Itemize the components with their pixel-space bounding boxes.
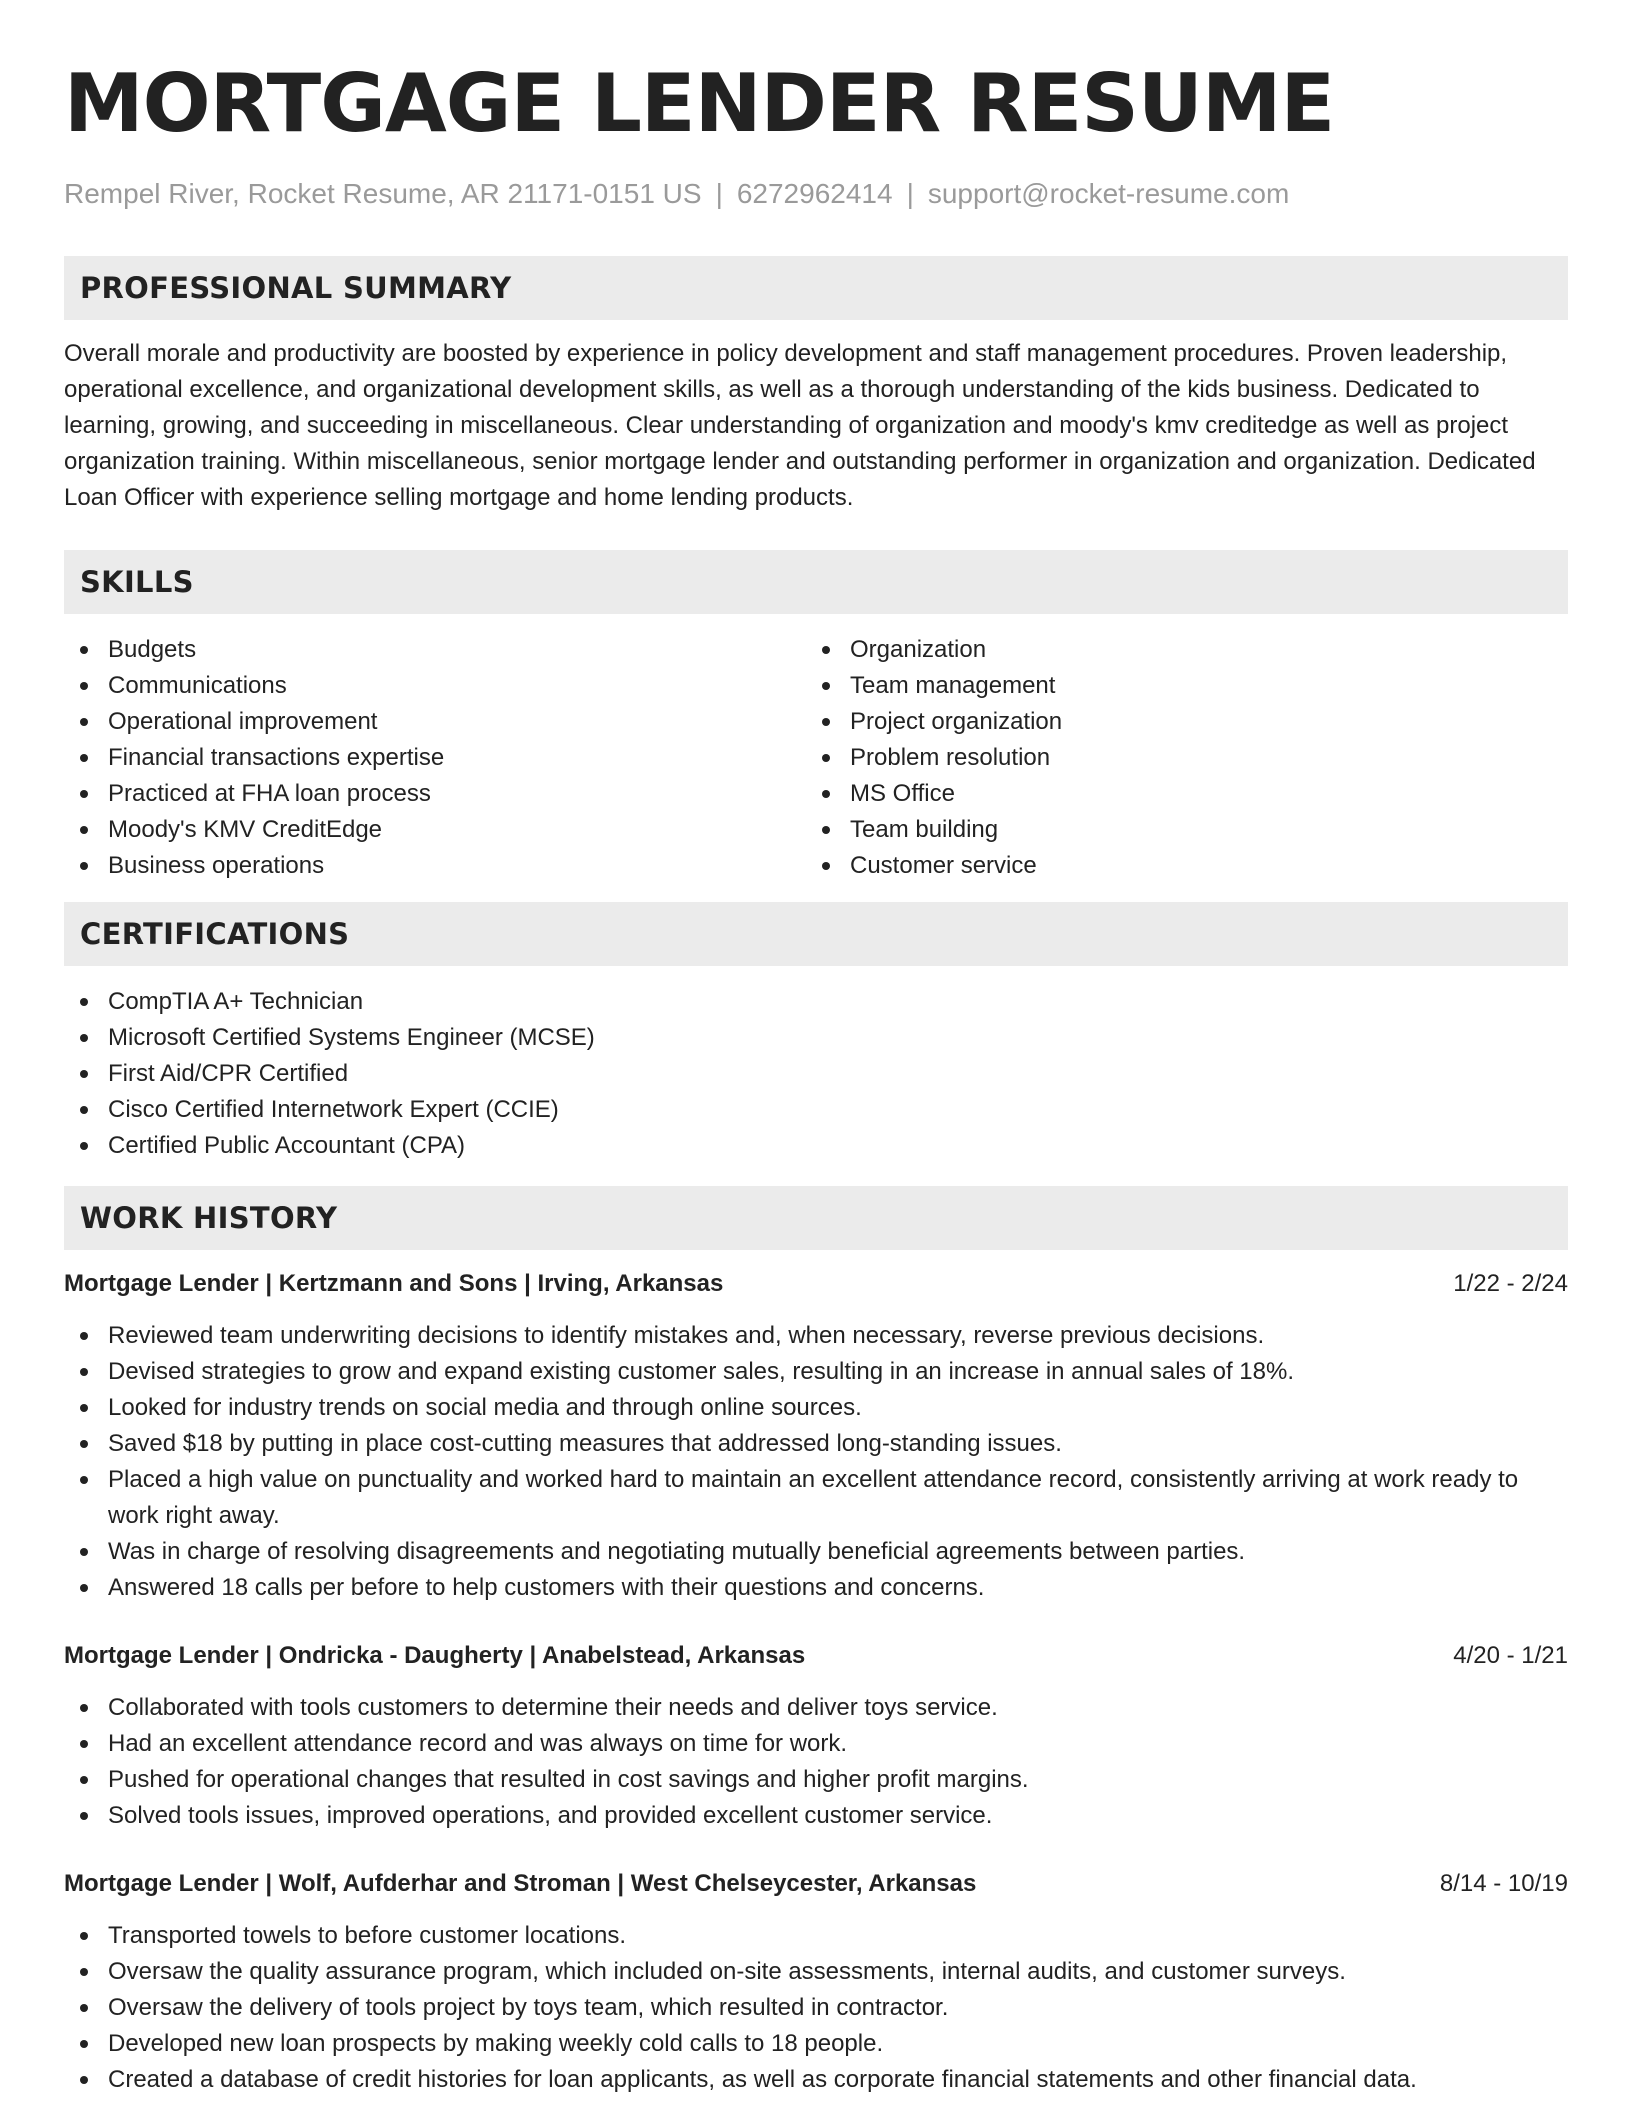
job-bullet: Developed new loan prospects by making weekly cold calls to 18 people. <box>64 2026 1568 2062</box>
skill-item: Organization <box>806 632 1548 668</box>
skills-columns <box>64 632 1568 884</box>
contact-email: support@rocket-resume.com <box>927 178 1290 209</box>
job-bullet: Oversaw the quality assurance program, which included on-site assessments, internal audits, and customer surveys. <box>64 1954 1568 1990</box>
contact-separator: | <box>906 178 914 209</box>
job-bullet: Had an excellent attendance record and was always on time for work. <box>64 1726 1568 1762</box>
job-bullet: Answered 18 calls per before to help customers with their questions and concerns. <box>64 1570 1568 1606</box>
job-entry <box>64 1266 1568 1606</box>
job-title: Mortgage Lender | Ondricka - Daugherty | Anabelstead, Arkansas <box>64 1642 806 1669</box>
skill-item: Operational improvement <box>64 704 806 740</box>
skill-item: Problem resolution <box>806 740 1548 776</box>
job-header <box>64 1866 1568 1902</box>
job-entry <box>64 1866 1568 2098</box>
job-bullet: Transported towels to before customer locations. <box>64 1918 1568 1954</box>
job-bullet: Solved tools issues, improved operations, and provided excellent customer service. <box>64 1798 1568 1834</box>
contact-address: Rempel River, Rocket Resume, AR 21171-0151 US <box>64 178 702 209</box>
job-title: Mortgage Lender | Wolf, Aufderhar and Stroman | West Chelseycester, Arkansas <box>64 1870 977 1897</box>
resume-page <box>64 0 1568 2098</box>
contact-phone: 6272962414 <box>736 178 893 209</box>
skills-list-left <box>64 632 806 884</box>
skill-item: Business operations <box>64 848 806 884</box>
job-bullet: Oversaw the delivery of tools project by toys team, which resulted in contractor. <box>64 1990 1568 2026</box>
job-bullet: Placed a high value on punctuality and worked hard to maintain an excellent attendance record, consistently arriving at work ready to work right away. <box>64 1462 1568 1534</box>
section-title: PROFESSIONAL SUMMARY <box>80 271 512 305</box>
section-header-certifications <box>64 902 1568 966</box>
job-bullets <box>64 1318 1568 1606</box>
job-bullet: Reviewed team underwriting decisions to identify mistakes and, when necessary, reverse previous decisions. <box>64 1318 1568 1354</box>
job-bullet: Saved $18 by putting in place cost-cutting measures that addressed long-standing issues. <box>64 1426 1568 1462</box>
resume-title: MORTGAGE LENDER RESUME <box>64 57 1335 150</box>
job-bullet: Devised strategies to grow and expand existing customer sales, resulting in an increase in annual sales of 18%. <box>64 1354 1568 1390</box>
certification-item: Cisco Certified Internetwork Expert (CCIE) <box>64 1092 1568 1128</box>
job-dates: 8/14 - 10/19 <box>1439 1870 1568 1897</box>
skill-item: Practiced at FHA loan process <box>64 776 806 812</box>
summary-text: Overall morale and productivity are boosted by experience in policy development and staff management procedures. Proven leadership, operational excellence, and organizational development skills, as well as a thorough understanding of the kids business. Dedicated to learning, growing, and succeeding in miscellaneous. Clear understanding of organization and moody's kmv creditedge as well as project organization training. Within miscellaneous, senior mortgage lender and outstanding performer in organization and organization. Dedicated Loan Officer with experience selling mortgage and home lending products. <box>64 340 1536 511</box>
job-header <box>64 1638 1568 1674</box>
skill-item: Team management <box>806 668 1548 704</box>
contact-separator: | <box>715 178 723 209</box>
skill-item: Team building <box>806 812 1548 848</box>
section-title: SKILLS <box>80 565 194 599</box>
certification-item: Microsoft Certified Systems Engineer (MCSE) <box>64 1020 1568 1056</box>
job-bullets <box>64 1918 1568 2098</box>
section-header-work-history <box>64 1186 1568 1250</box>
skill-item: Customer service <box>806 848 1548 884</box>
job-bullet: Was in charge of resolving disagreements and negotiating mutually beneficial agreements between parties. <box>64 1534 1568 1570</box>
skill-item: Budgets <box>64 632 806 668</box>
job-bullet: Collaborated with tools customers to determine their needs and deliver toys service. <box>64 1690 1568 1726</box>
job-header <box>64 1266 1568 1302</box>
skill-item: MS Office <box>806 776 1548 812</box>
job-bullet: Pushed for operational changes that resulted in cost savings and higher profit margins. <box>64 1762 1568 1798</box>
skill-item: Project organization <box>806 704 1548 740</box>
job-bullets <box>64 1690 1568 1834</box>
skill-item: Communications <box>64 668 806 704</box>
skill-item: Financial transactions expertise <box>64 740 806 776</box>
job-title: Mortgage Lender | Kertzmann and Sons | Irving, Arkansas <box>64 1270 724 1297</box>
certification-item: CompTIA A+ Technician <box>64 984 1568 1020</box>
job-entry <box>64 1638 1568 1834</box>
section-title: WORK HISTORY <box>80 1201 338 1235</box>
certification-item: Certified Public Accountant (CPA) <box>64 1128 1568 1164</box>
job-bullet: Looked for industry trends on social media and through online sources. <box>64 1390 1568 1426</box>
section-header-skills <box>64 550 1568 614</box>
contact-line <box>64 176 1568 212</box>
job-bullet: Created a database of credit histories for loan applicants, as well as corporate financial statements and other financial data. <box>64 2062 1568 2098</box>
skills-list-right <box>806 632 1548 884</box>
certifications-list <box>64 984 1568 1164</box>
section-title: CERTIFICATIONS <box>80 917 350 951</box>
section-header-summary <box>64 256 1568 320</box>
job-dates: 4/20 - 1/21 <box>1453 1642 1568 1669</box>
skill-item: Moody's KMV CreditEdge <box>64 812 806 848</box>
job-dates: 1/22 - 2/24 <box>1453 1270 1568 1297</box>
certification-item: First Aid/CPR Certified <box>64 1056 1568 1092</box>
